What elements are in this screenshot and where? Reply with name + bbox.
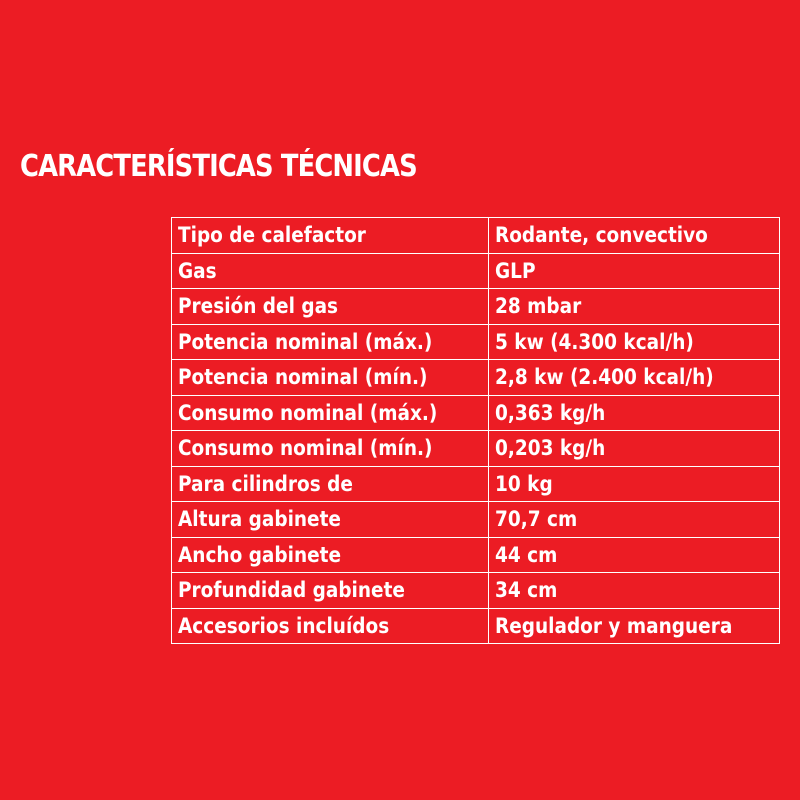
table-row [172, 218, 780, 254]
row-label-cell [172, 608, 489, 644]
row-label: Consumo nominal (máx.) [178, 400, 438, 425]
page-title: CARACTERÍSTICAS TÉCNICAS [20, 149, 417, 184]
row-value-cell [489, 537, 780, 573]
table-row [172, 537, 780, 573]
row-label-cell [172, 218, 489, 254]
row-value: 28 mbar [495, 294, 582, 319]
row-value-cell [489, 395, 780, 431]
row-label-cell [172, 431, 489, 467]
row-label: Para cilindros de [178, 471, 353, 496]
row-value: 44 cm [495, 542, 558, 567]
row-value-cell [489, 466, 780, 502]
row-label-cell [172, 573, 489, 609]
row-label: Altura gabinete [178, 507, 341, 532]
row-value: 0,203 kg/h [495, 436, 606, 461]
row-label-cell [172, 253, 489, 289]
row-value: Rodante, convectivo [495, 223, 708, 248]
table-row [172, 431, 780, 467]
row-label: Consumo nominal (mín.) [178, 436, 433, 461]
row-value: 0,363 kg/h [495, 400, 606, 425]
row-label: Ancho gabinete [178, 542, 342, 567]
row-label: Accesorios incluídos [178, 613, 390, 638]
row-label-cell [172, 466, 489, 502]
row-value-cell [489, 218, 780, 254]
row-label-cell [172, 395, 489, 431]
table-row [172, 466, 780, 502]
table-row [172, 360, 780, 396]
row-value-cell [489, 253, 780, 289]
row-label-cell [172, 537, 489, 573]
row-value: 10 kg [495, 471, 553, 496]
table-row [172, 324, 780, 360]
row-label: Gas [178, 258, 217, 283]
table-row [172, 502, 780, 538]
row-value: GLP [495, 258, 536, 283]
table-row [172, 289, 780, 325]
table-row [172, 608, 780, 644]
row-value-cell [489, 431, 780, 467]
row-label-cell [172, 502, 489, 538]
row-value-cell [489, 502, 780, 538]
row-value-cell [489, 289, 780, 325]
table-row [172, 573, 780, 609]
row-label: Tipo de calefactor [178, 223, 366, 248]
table-row [172, 253, 780, 289]
row-label: Presión del gas [178, 294, 339, 319]
row-value-cell [489, 324, 780, 360]
row-label-cell [172, 360, 489, 396]
row-label-cell [172, 289, 489, 325]
row-value-cell [489, 360, 780, 396]
row-label-cell [172, 324, 489, 360]
specs-table [171, 217, 780, 644]
row-label: Potencia nominal (mín.) [178, 365, 428, 390]
row-value: 2,8 kw (2.400 kcal/h) [495, 365, 714, 390]
row-label: Profundidad gabinete [178, 578, 405, 603]
row-value: 34 cm [495, 578, 558, 603]
row-value: 5 kw (4.300 kcal/h) [495, 329, 694, 354]
row-value-cell [489, 608, 780, 644]
row-value: Regulador y manguera [495, 613, 733, 638]
table-row [172, 395, 780, 431]
row-value-cell [489, 573, 780, 609]
row-label: Potencia nominal (máx.) [178, 329, 433, 354]
row-value: 70,7 cm [495, 507, 578, 532]
